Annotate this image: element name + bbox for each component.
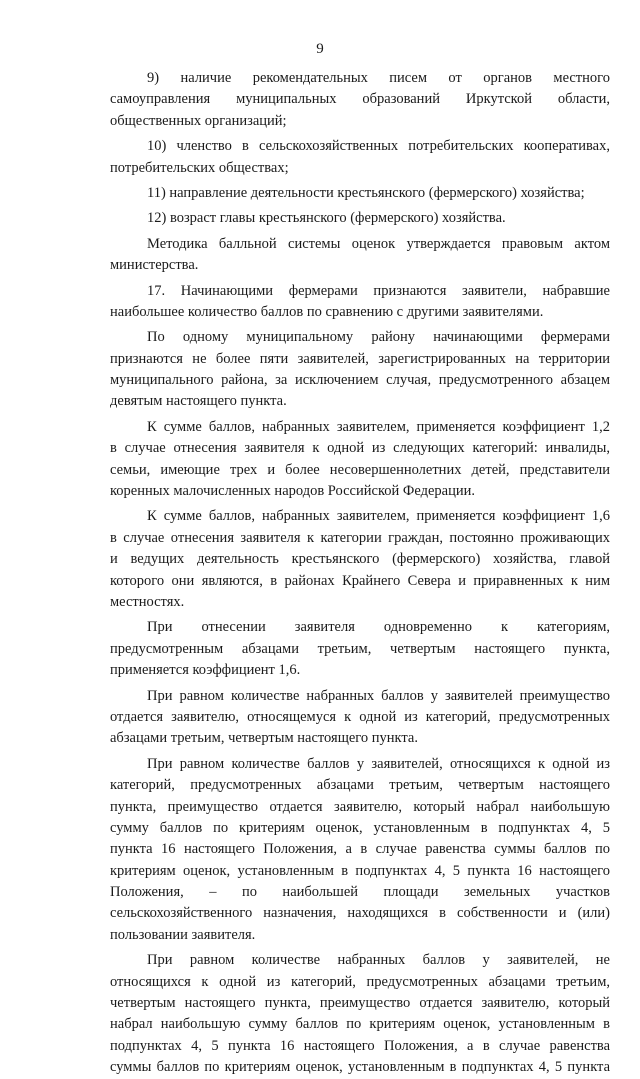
text-line: 11) направление деятельности крестьянского (фермерского) хозяйства; xyxy=(147,184,585,201)
text-line: относящихся к одной из категорий, предусмотренных абзацами третьим, xyxy=(110,973,610,990)
text-line: 10) членство в сельскохозяйственных потребительских кооперативах, xyxy=(147,138,610,155)
text-line: признаются не более пяти заявителей, зарегистрированных на территории xyxy=(110,350,610,367)
text-line: наибольшее количество баллов по сравнению с другими заявителями. xyxy=(110,303,544,320)
page-number: 9 xyxy=(316,41,324,57)
text-line: При равном количестве баллов у заявителей, относящихся к одной из xyxy=(147,755,610,772)
paragraph xyxy=(110,208,610,229)
text-line: четвертым настоящего пункта, преимущество отдается заявителю, который xyxy=(110,995,610,1012)
text-line: и ведущих деятельность крестьянского (фермерского) хозяйства, главой xyxy=(110,551,610,568)
text-line: применяется коэффициент 1,6. xyxy=(110,662,301,679)
text-line: набрал наибольшую сумму баллов по критериям оценок, установленным в xyxy=(110,1016,610,1033)
paragraph xyxy=(110,417,610,503)
text-line: самоуправления муниципальных образований Иркутской области, xyxy=(110,91,610,108)
text-line: коренных малочисленных народов Российской Федерации. xyxy=(110,483,475,500)
text-line: пользовании заявителя. xyxy=(110,926,256,943)
text-line: сумму баллов по критериям оценок, установленным в подпунктах 4, 5 xyxy=(110,819,610,836)
text-line: При отнесении заявителя одновременно к категориям, xyxy=(147,619,610,636)
text-line: потребительских обществах; xyxy=(110,159,289,176)
text-line: в случае отнесения заявителя к категории граждан, постоянно проживающих xyxy=(110,529,610,546)
text-line: которого они являются, в районах Крайнего Севера и приравненных к ним xyxy=(110,572,610,589)
paragraph xyxy=(110,754,610,947)
text-line: сельскохозяйственного назначения, находящихся в собственности и (или) xyxy=(110,905,610,922)
text-line: К сумме баллов, набранных заявителем, применяется коэффициент 1,2 xyxy=(147,418,610,435)
document-body xyxy=(110,68,610,1079)
text-line: Методика балльной системы оценок утверждается правовым актом xyxy=(147,235,610,252)
text-line: девятым настоящего пункта. xyxy=(110,393,287,410)
text-line: Положения, – по наибольшей площади земельных участков xyxy=(110,884,610,901)
text-line: При равном количестве набранных баллов у заявителей, не xyxy=(147,952,610,969)
text-line: муниципального района, за исключением случая, предусмотренного абзацем xyxy=(110,372,610,389)
text-line: предусмотренным абзацами третьим, четвертым настоящего пункта, xyxy=(110,640,610,657)
paragraph xyxy=(110,950,610,1078)
text-line: 17. Начинающими фермерами признаются заявители, набравшие xyxy=(147,282,610,299)
text-line: пункта, преимущество отдается заявителю, который набрал наибольшую xyxy=(110,798,610,815)
paragraph xyxy=(110,234,610,277)
text-line: семьи, имеющие трех и более несовершеннолетних детей, представители xyxy=(110,461,610,478)
paragraph xyxy=(110,68,610,132)
paragraph xyxy=(110,327,610,413)
text-line: министерства. xyxy=(110,257,199,274)
text-line: критериям оценок, установленным в подпунктах 4, 5 пункта 16 настоящего xyxy=(110,862,610,879)
text-line: абзацами третьим, четвертым настоящего пункта. xyxy=(110,730,418,747)
text-line: 12) возраст главы крестьянского (фермерского) хозяйства. xyxy=(147,210,506,227)
text-line: 9) наличие рекомендательных писем от органов местного xyxy=(147,70,610,86)
text-line: в случае отнесения заявителя к одной из следующих категорий: инвалиды, xyxy=(110,440,610,457)
paragraph xyxy=(110,281,610,324)
text-line: суммы баллов по критериям оценок, установленным в подпунктах 4, 5 пункта xyxy=(110,1059,610,1076)
paragraph xyxy=(110,506,610,613)
text-line: общественных организаций; xyxy=(110,112,287,129)
text-line: По одному муниципальному району начинающими фермерами xyxy=(147,329,610,346)
paragraph xyxy=(110,686,610,750)
paragraph xyxy=(110,617,610,681)
paragraph xyxy=(110,136,610,179)
text-line: подпунктах 4, 5 пункта 16 настоящего Положения, а в случае равенства xyxy=(110,1037,610,1054)
text-line: пункта 16 настоящего Положения, а в случае равенства суммы баллов по xyxy=(110,841,610,858)
text-line: К сумме баллов, набранных заявителем, применяется коэффициент 1,6 xyxy=(147,508,610,525)
text-line: отдается заявителю, относящемуся к одной из категорий, предусмотренных xyxy=(110,708,610,725)
text-line: категорий, предусмотренных абзацами третьим, четвертым настоящего xyxy=(110,777,610,794)
text-line: местностях. xyxy=(110,593,185,610)
paragraph xyxy=(110,183,610,204)
text-line: При равном количестве набранных баллов у заявителей преимущество xyxy=(147,687,610,704)
